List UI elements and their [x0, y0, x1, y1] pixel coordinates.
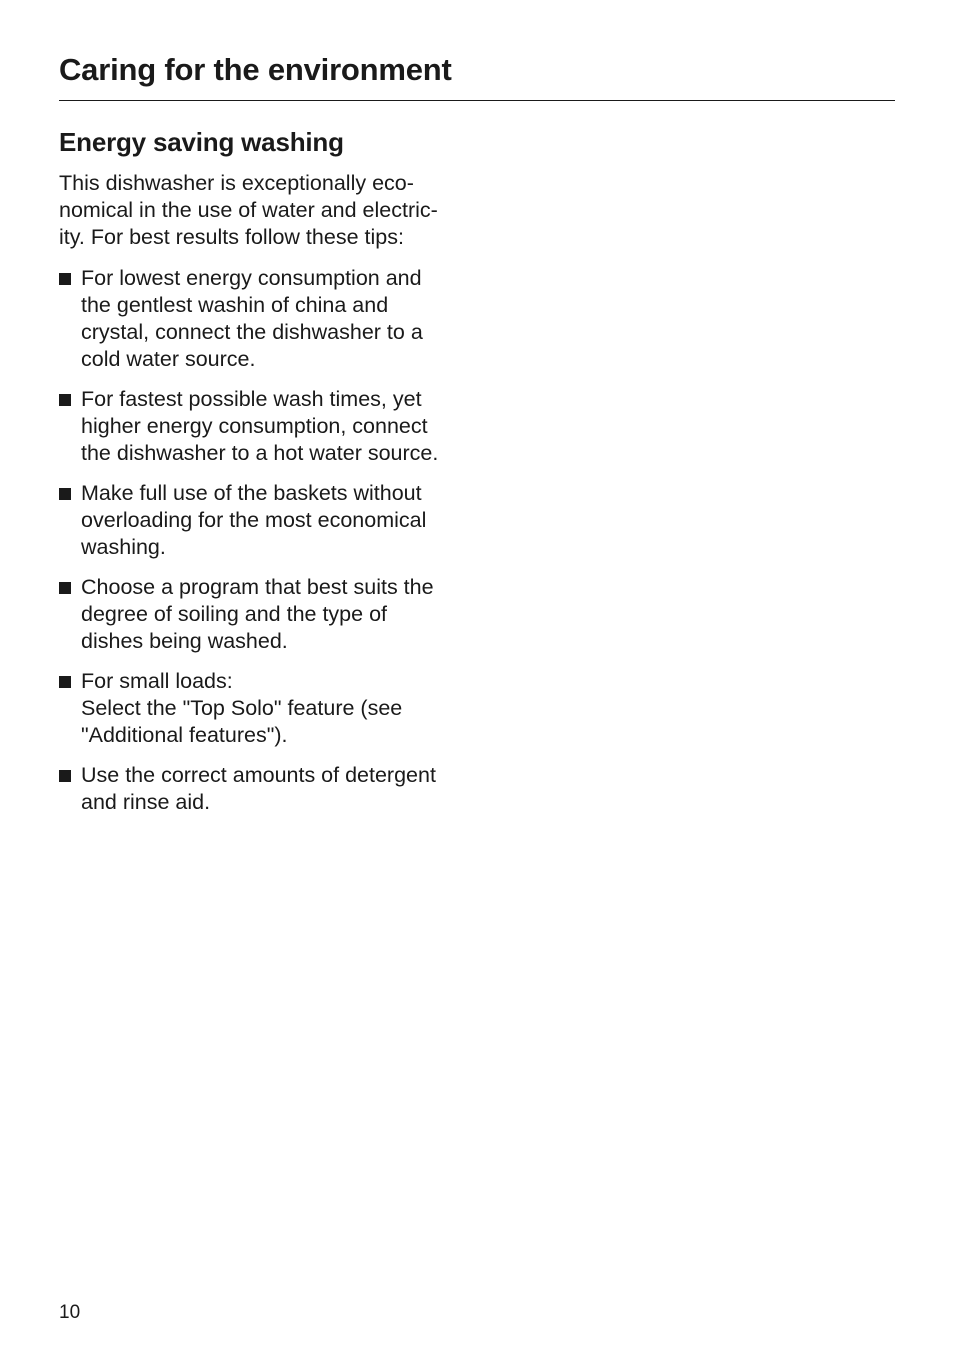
intro-paragraph [59, 170, 479, 251]
tip-line: For small loads: [81, 669, 233, 693]
tip-line: the dishwasher to a hot water source. [81, 441, 439, 465]
tip-line: degree of soiling and the type of [81, 602, 387, 626]
tip-line: crystal, connect the dishwasher to a [81, 320, 423, 344]
tip-line: washing. [81, 535, 166, 559]
square-bullet-icon [59, 488, 71, 500]
tip-line: overloading for the most economical [81, 508, 427, 532]
tip-line: dishes being washed. [81, 629, 288, 653]
tip-line: and rinse aid. [81, 790, 211, 814]
list-item [59, 480, 499, 561]
intro-line: ity. For best results follow these tips: [59, 225, 404, 249]
square-bullet-icon [59, 770, 71, 782]
intro-line: nomical in the use of water and electric- [59, 198, 438, 222]
intro-line: This dishwasher is exceptionally eco- [59, 171, 414, 195]
page-number: 10 [59, 1302, 81, 1323]
tip-line: "Additional features"). [81, 723, 288, 747]
page-title: Caring for the environment [59, 52, 452, 87]
square-bullet-icon [59, 394, 71, 406]
section-heading: Energy saving washing [59, 127, 344, 157]
list-item [59, 386, 499, 467]
tip-line: Select the "Top Solo" feature (see [81, 696, 403, 720]
list-item [59, 265, 499, 373]
square-bullet-icon [59, 676, 71, 688]
tip-line: Choose a program that best suits the [81, 575, 434, 599]
tip-line: the gentlest washin of china and [81, 293, 389, 317]
tip-line: cold water source. [81, 347, 256, 371]
square-bullet-icon [59, 273, 71, 285]
tip-line: For lowest energy consumption and [81, 266, 422, 290]
list-item [59, 668, 499, 749]
tip-line: For fastest possible wash times, yet [81, 387, 422, 411]
list-item [59, 574, 499, 655]
tip-line: Use the correct amounts of detergent [81, 763, 436, 787]
square-bullet-icon [59, 582, 71, 594]
tips-list [59, 265, 499, 829]
title-divider [59, 100, 895, 101]
list-item [59, 762, 499, 816]
tip-line: higher energy consumption, connect [81, 414, 428, 438]
tip-line: Make full use of the baskets without [81, 481, 422, 505]
